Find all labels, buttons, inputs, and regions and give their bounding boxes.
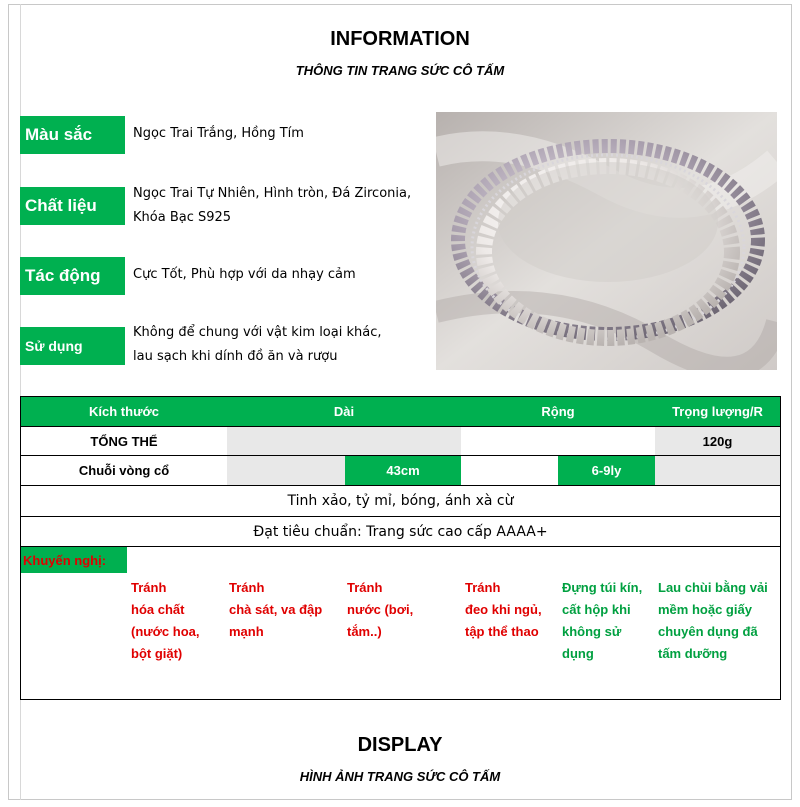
pearl-necklace-photo [436, 112, 777, 370]
label-effect: Tác động [20, 257, 125, 295]
note-row [21, 486, 780, 517]
value-usage [133, 321, 381, 369]
spec-header-row [21, 397, 780, 427]
note-standard: Đạt tiêu chuẩn: Trang sức cao cấp AAAA+ [253, 523, 548, 540]
value-material [133, 182, 411, 230]
value-material-line-1: Ngọc Trai Tự Nhiên, Hình tròn, Đá Zirconia, [133, 186, 412, 201]
value-usage-line-1: Không để chung với vật kim loại khác, [133, 325, 382, 340]
row-length [227, 427, 461, 455]
value-usage-line-2: lau sạch khi dính đồ ăn và rượu [133, 349, 338, 364]
row-weight: 120g [655, 427, 780, 455]
row-weight [655, 456, 780, 485]
info-subtitle: THÔNG TIN TRANG SỨC CÔ TẤM [295, 63, 505, 78]
row-width [461, 427, 655, 455]
header-weight: Trọng lượng/R [655, 397, 780, 426]
recommendation-item: Tránh nước (bơi, tắm..) [347, 580, 414, 639]
table-row [21, 456, 780, 486]
recommendation-item: Tránh hóa chất (nước hoa, bột giặt) [131, 580, 200, 661]
header-length: Dài [227, 397, 461, 426]
label-color: Màu sắc [20, 116, 125, 154]
recommendations-section [21, 547, 780, 699]
value-color: Ngọc Trai Trắng, Hồng Tím [133, 126, 304, 141]
value-effect: Cực Tốt, Phù hợp với da nhạy cảm [133, 267, 356, 282]
display-subtitle: HÌNH ẢNH TRANG SỨC CÔ TẤM [299, 769, 501, 784]
recommendation-item: Tránh chà sát, va đập mạnh [229, 580, 323, 639]
label-usage: Sử dụng [20, 327, 125, 365]
note-row [21, 517, 780, 547]
row-length-pad [227, 456, 345, 485]
row-name: Chuỗi vòng cổ [78, 463, 170, 478]
recommendation-item: Tránh đeo khi ngủ, tập thể thao [465, 580, 542, 639]
recommendation-item: Đựng túi kín, cất hộp khi không sử dụng [562, 580, 643, 661]
note-quality: Tinh xảo, tỷ mỉ, bóng, ánh xà cừ [287, 493, 514, 509]
display-title: DISPLAY [357, 734, 443, 756]
row-width-pad [461, 456, 558, 485]
value-material-line-2: Khóa Bạc S925 [133, 210, 232, 225]
header-size: Kích thước [21, 397, 227, 426]
header-width: Rộng [461, 397, 655, 426]
recommendation-item: Lau chùi bằng vải mềm hoặc giấy chuyên dụng đã tấm dưỡng [658, 580, 768, 661]
row-width: 6-9ly [558, 456, 655, 485]
row-length: 43cm [345, 456, 461, 485]
row-name: TỔNG THỂ [90, 433, 158, 449]
recommendations-label: Khuyến nghị: [21, 547, 127, 573]
info-title: INFORMATION [330, 28, 470, 50]
table-row [21, 427, 780, 456]
label-material: Chất liệu [20, 187, 125, 225]
spec-table [20, 396, 781, 700]
